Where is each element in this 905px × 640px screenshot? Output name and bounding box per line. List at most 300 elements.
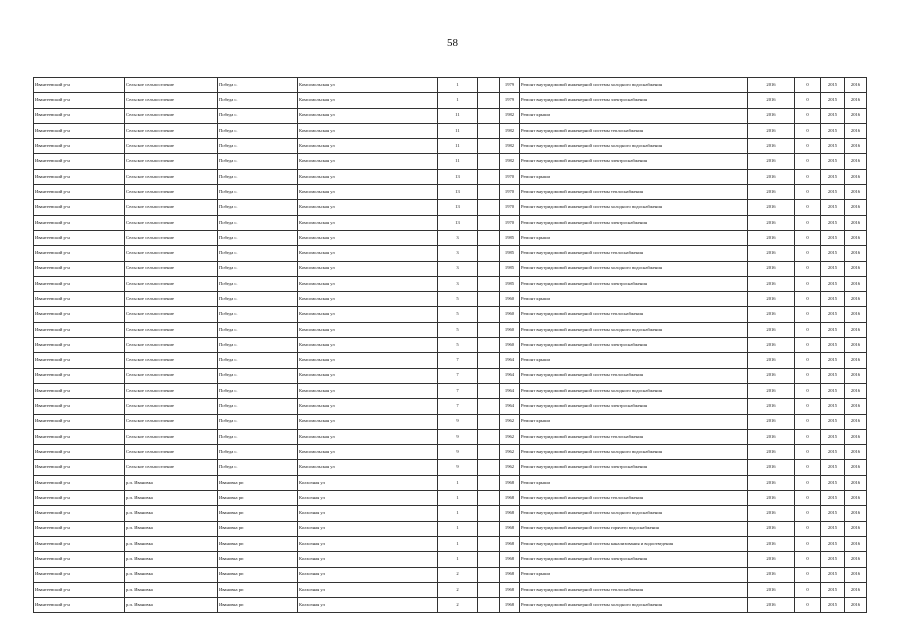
cell-end-year: 2016 <box>845 429 867 444</box>
cell-plan-year: 2016 <box>748 169 795 184</box>
cell-housing <box>478 460 500 475</box>
table-row <box>34 78 867 93</box>
cell-work: Ремонт внутридомовой инженерной системы канализования и водоотведения <box>520 536 748 551</box>
cell-work: Ремонт крыши <box>520 169 748 184</box>
cell-street: Комсомольская ул <box>298 246 438 261</box>
cell-apartments: 0 <box>795 460 821 475</box>
table-row <box>34 536 867 551</box>
cell-settlement: Победа с. <box>218 185 298 200</box>
cell-apartments: 0 <box>795 307 821 322</box>
cell-house: 3 <box>438 261 478 276</box>
cell-end-year: 2016 <box>845 292 867 307</box>
table-row <box>34 307 867 322</box>
cell-settlement-type: Сельское сельпоселение <box>125 123 218 138</box>
cell-end-year: 2016 <box>845 338 867 353</box>
cell-housing <box>478 536 500 551</box>
cell-street: Комсомольская ул <box>298 185 438 200</box>
cell-house: 9 <box>438 460 478 475</box>
cell-housing <box>478 185 500 200</box>
cell-district: Ивантеевский р-н <box>34 78 125 93</box>
cell-end-year: 2016 <box>845 246 867 261</box>
cell-district: Ивантеевский р-н <box>34 200 125 215</box>
cell-apartments: 0 <box>795 414 821 429</box>
cell-street: Комсомольская ул <box>298 383 438 398</box>
page-number: 58 <box>447 37 458 49</box>
table-row <box>34 93 867 108</box>
cell-housing <box>478 261 500 276</box>
cell-end-year: 2016 <box>845 475 867 490</box>
table-row <box>34 353 867 368</box>
table-row <box>34 460 867 475</box>
cell-settlement: Победа с. <box>218 261 298 276</box>
cell-settlement: Победа с. <box>218 276 298 291</box>
cell-plan-year: 2016 <box>748 582 795 597</box>
cell-start-year: 2015 <box>821 353 845 368</box>
cell-housing <box>478 215 500 230</box>
cell-house: 1 <box>438 93 478 108</box>
cell-end-year: 2016 <box>845 261 867 276</box>
cell-start-year: 2015 <box>821 429 845 444</box>
cell-start-year: 2015 <box>821 582 845 597</box>
cell-start-year: 2015 <box>821 78 845 93</box>
cell-start-year: 2015 <box>821 506 845 521</box>
cell-house: 7 <box>438 353 478 368</box>
cell-apartments: 0 <box>795 215 821 230</box>
cell-start-year: 2015 <box>821 414 845 429</box>
table-row <box>34 154 867 169</box>
cell-housing <box>478 429 500 444</box>
cell-district: Ивантеевский р-н <box>34 123 125 138</box>
cell-housing <box>478 276 500 291</box>
cell-end-year: 2016 <box>845 491 867 506</box>
cell-settlement-type: Сельское сельпоселение <box>125 338 218 353</box>
cell-settlement: Победа с. <box>218 460 298 475</box>
cell-street: Колхозная ул <box>298 552 438 567</box>
cell-end-year: 2016 <box>845 139 867 154</box>
cell-year: 1979 <box>500 78 520 93</box>
cell-settlement: Победа с. <box>218 399 298 414</box>
cell-end-year: 2016 <box>845 399 867 414</box>
cell-street: Комсомольская ул <box>298 399 438 414</box>
cell-street: Комсомольская ул <box>298 292 438 307</box>
cell-house: 1 <box>438 536 478 551</box>
cell-housing <box>478 307 500 322</box>
cell-settlement-type: Сельское сельпоселение <box>125 78 218 93</box>
cell-housing <box>478 200 500 215</box>
cell-district: Ивантеевский р-н <box>34 230 125 245</box>
cell-work: Ремонт крыши <box>520 230 748 245</box>
cell-apartments: 0 <box>795 276 821 291</box>
cell-settlement-type: р.п. Ивановка <box>125 552 218 567</box>
cell-district: Ивантеевский р-н <box>34 215 125 230</box>
cell-start-year: 2015 <box>821 154 845 169</box>
table-row <box>34 429 867 444</box>
cell-plan-year: 2016 <box>748 445 795 460</box>
cell-apartments: 0 <box>795 445 821 460</box>
cell-year: 1968 <box>500 536 520 551</box>
cell-apartments: 0 <box>795 78 821 93</box>
cell-start-year: 2015 <box>821 338 845 353</box>
cell-year: 1968 <box>500 552 520 567</box>
cell-start-year: 2015 <box>821 567 845 582</box>
cell-end-year: 2016 <box>845 536 867 551</box>
cell-work: Ремонт внутридомовой инженерной системы электроснабжения <box>520 460 748 475</box>
cell-housing <box>478 598 500 613</box>
cell-district: Ивантеевский р-н <box>34 429 125 444</box>
cell-settlement: Победа с. <box>218 169 298 184</box>
cell-work: Ремонт внутридомовой инженерной системы теплоснабжения <box>520 491 748 506</box>
cell-settlement: Победа с. <box>218 429 298 444</box>
cell-start-year: 2015 <box>821 185 845 200</box>
cell-settlement-type: р.п. Ивановка <box>125 582 218 597</box>
cell-start-year: 2015 <box>821 230 845 245</box>
cell-start-year: 2015 <box>821 123 845 138</box>
cell-start-year: 2015 <box>821 108 845 123</box>
cell-work: Ремонт внутридомовой инженерной системы электроснабжения <box>520 399 748 414</box>
cell-work: Ремонт внутридомовой инженерной системы электроснабжения <box>520 154 748 169</box>
cell-apartments: 0 <box>795 567 821 582</box>
cell-settlement-type: Сельское сельпоселение <box>125 276 218 291</box>
cell-year: 1968 <box>500 475 520 490</box>
cell-year: 1964 <box>500 353 520 368</box>
cell-year: 1962 <box>500 429 520 444</box>
cell-start-year: 2015 <box>821 322 845 337</box>
cell-housing <box>478 521 500 536</box>
cell-plan-year: 2016 <box>748 307 795 322</box>
cell-settlement-type: Сельское сельпоселение <box>125 169 218 184</box>
cell-end-year: 2016 <box>845 368 867 383</box>
cell-district: Ивантеевский р-н <box>34 93 125 108</box>
cell-district: Ивантеевский р-н <box>34 139 125 154</box>
cell-start-year: 2015 <box>821 552 845 567</box>
cell-settlement: Победа с. <box>218 230 298 245</box>
cell-end-year: 2016 <box>845 93 867 108</box>
cell-plan-year: 2016 <box>748 322 795 337</box>
cell-work: Ремонт внутридомовой инженерной системы электроснабжения <box>520 93 748 108</box>
cell-plan-year: 2016 <box>748 598 795 613</box>
cell-settlement: Победа с. <box>218 93 298 108</box>
cell-start-year: 2015 <box>821 200 845 215</box>
cell-end-year: 2016 <box>845 460 867 475</box>
cell-work: Ремонт внутридомовой инженерной системы холодного водоснабжения <box>520 139 748 154</box>
cell-year: 1960 <box>500 338 520 353</box>
cell-end-year: 2016 <box>845 383 867 398</box>
cell-settlement-type: Сельское сельпоселение <box>125 399 218 414</box>
table-row <box>34 169 867 184</box>
cell-street: Колхозная ул <box>298 475 438 490</box>
cell-district: Ивантеевский р-н <box>34 292 125 307</box>
cell-end-year: 2016 <box>845 414 867 429</box>
cell-settlement: Победа с. <box>218 139 298 154</box>
cell-street: Колхозная ул <box>298 598 438 613</box>
cell-housing <box>478 414 500 429</box>
cell-street: Комсомольская ул <box>298 338 438 353</box>
cell-year: 1979 <box>500 93 520 108</box>
cell-end-year: 2016 <box>845 598 867 613</box>
cell-street: Комсомольская ул <box>298 429 438 444</box>
cell-apartments: 0 <box>795 536 821 551</box>
cell-apartments: 0 <box>795 169 821 184</box>
cell-work: Ремонт внутридомовой инженерной системы холодного водоснабжения <box>520 261 748 276</box>
cell-year: 1970 <box>500 200 520 215</box>
cell-end-year: 2016 <box>845 552 867 567</box>
cell-settlement: Победа с. <box>218 322 298 337</box>
cell-settlement-type: Сельское сельпоселение <box>125 383 218 398</box>
table-row <box>34 338 867 353</box>
cell-work: Ремонт внутридомовой инженерной системы горячего водоснабжения <box>520 521 748 536</box>
cell-work: Ремонт внутридомовой инженерной системы теплоснабжения <box>520 185 748 200</box>
cell-end-year: 2016 <box>845 276 867 291</box>
table-row <box>34 383 867 398</box>
cell-end-year: 2016 <box>845 108 867 123</box>
table-row <box>34 521 867 536</box>
cell-district: Ивантеевский р-н <box>34 582 125 597</box>
cell-settlement: Ивановка рп <box>218 536 298 551</box>
cell-plan-year: 2016 <box>748 185 795 200</box>
cell-settlement: Ивановка рп <box>218 582 298 597</box>
cell-settlement: Победа с. <box>218 78 298 93</box>
cell-street: Комсомольская ул <box>298 307 438 322</box>
cell-house: 13 <box>438 215 478 230</box>
cell-start-year: 2015 <box>821 536 845 551</box>
cell-plan-year: 2016 <box>748 93 795 108</box>
cell-year: 1962 <box>500 460 520 475</box>
cell-end-year: 2016 <box>845 169 867 184</box>
cell-end-year: 2016 <box>845 230 867 245</box>
cell-plan-year: 2016 <box>748 338 795 353</box>
cell-house: 1 <box>438 475 478 490</box>
cell-plan-year: 2016 <box>748 200 795 215</box>
cell-end-year: 2016 <box>845 567 867 582</box>
repair-schedule-table <box>33 77 867 613</box>
cell-end-year: 2016 <box>845 215 867 230</box>
cell-plan-year: 2016 <box>748 506 795 521</box>
cell-end-year: 2016 <box>845 78 867 93</box>
cell-settlement-type: р.п. Ивановка <box>125 506 218 521</box>
cell-settlement-type: Сельское сельпоселение <box>125 368 218 383</box>
cell-district: Ивантеевский р-н <box>34 169 125 184</box>
cell-street: Комсомольская ул <box>298 368 438 383</box>
cell-year: 1970 <box>500 215 520 230</box>
cell-apartments: 0 <box>795 230 821 245</box>
cell-house: 13 <box>438 200 478 215</box>
cell-start-year: 2015 <box>821 261 845 276</box>
cell-start-year: 2015 <box>821 307 845 322</box>
cell-year: 1968 <box>500 506 520 521</box>
cell-start-year: 2015 <box>821 445 845 460</box>
cell-housing <box>478 246 500 261</box>
cell-house: 7 <box>438 383 478 398</box>
cell-start-year: 2015 <box>821 246 845 261</box>
cell-district: Ивантеевский р-н <box>34 383 125 398</box>
cell-house: 3 <box>438 246 478 261</box>
cell-district: Ивантеевский р-н <box>34 567 125 582</box>
cell-settlement-type: Сельское сельпоселение <box>125 414 218 429</box>
cell-street: Колхозная ул <box>298 491 438 506</box>
cell-district: Ивантеевский р-н <box>34 246 125 261</box>
cell-start-year: 2015 <box>821 598 845 613</box>
cell-plan-year: 2016 <box>748 429 795 444</box>
cell-settlement-type: Сельское сельпоселение <box>125 154 218 169</box>
cell-district: Ивантеевский р-н <box>34 185 125 200</box>
cell-settlement-type: р.п. Ивановка <box>125 521 218 536</box>
cell-house: 1 <box>438 491 478 506</box>
cell-plan-year: 2016 <box>748 246 795 261</box>
cell-year: 1968 <box>500 598 520 613</box>
cell-apartments: 0 <box>795 292 821 307</box>
table-row <box>34 276 867 291</box>
cell-plan-year: 2016 <box>748 353 795 368</box>
cell-apartments: 0 <box>795 154 821 169</box>
cell-settlement: Победа с. <box>218 215 298 230</box>
cell-work: Ремонт внутридомовой инженерной системы холодного водоснабжения <box>520 200 748 215</box>
cell-street: Комсомольская ул <box>298 78 438 93</box>
cell-housing <box>478 123 500 138</box>
cell-end-year: 2016 <box>845 582 867 597</box>
cell-house: 13 <box>438 185 478 200</box>
cell-housing <box>478 582 500 597</box>
cell-work: Ремонт внутридомовой инженерной системы теплоснабжения <box>520 368 748 383</box>
cell-start-year: 2015 <box>821 399 845 414</box>
cell-settlement: Победа с. <box>218 368 298 383</box>
table-row <box>34 491 867 506</box>
cell-street: Комсомольская ул <box>298 200 438 215</box>
cell-work: Ремонт внутридомовой инженерной системы холодного водоснабжения <box>520 322 748 337</box>
cell-plan-year: 2016 <box>748 475 795 490</box>
cell-apartments: 0 <box>795 368 821 383</box>
cell-housing <box>478 383 500 398</box>
cell-plan-year: 2016 <box>748 414 795 429</box>
cell-settlement: Ивановка рп <box>218 552 298 567</box>
table-row <box>34 475 867 490</box>
cell-settlement: Победа с. <box>218 307 298 322</box>
cell-plan-year: 2016 <box>748 491 795 506</box>
cell-year: 1982 <box>500 123 520 138</box>
cell-plan-year: 2016 <box>748 552 795 567</box>
cell-start-year: 2015 <box>821 521 845 536</box>
cell-house: 7 <box>438 368 478 383</box>
cell-plan-year: 2016 <box>748 215 795 230</box>
cell-district: Ивантеевский р-н <box>34 154 125 169</box>
cell-apartments: 0 <box>795 185 821 200</box>
cell-housing <box>478 399 500 414</box>
cell-settlement: Победа с. <box>218 353 298 368</box>
cell-settlement-type: Сельское сельпоселение <box>125 230 218 245</box>
cell-street: Комсомольская ул <box>298 154 438 169</box>
cell-house: 3 <box>438 276 478 291</box>
cell-apartments: 0 <box>795 322 821 337</box>
table-row <box>34 230 867 245</box>
cell-district: Ивантеевский р-н <box>34 276 125 291</box>
cell-settlement-type: р.п. Ивановка <box>125 598 218 613</box>
cell-housing <box>478 93 500 108</box>
table-row <box>34 399 867 414</box>
cell-district: Ивантеевский р-н <box>34 353 125 368</box>
cell-settlement: Победа с. <box>218 246 298 261</box>
cell-year: 1985 <box>500 246 520 261</box>
cell-year: 1982 <box>500 154 520 169</box>
cell-street: Комсомольская ул <box>298 169 438 184</box>
cell-work: Ремонт крыши <box>520 414 748 429</box>
cell-house: 2 <box>438 582 478 597</box>
cell-street: Комсомольская ул <box>298 230 438 245</box>
cell-year: 1985 <box>500 261 520 276</box>
cell-housing <box>478 338 500 353</box>
cell-plan-year: 2016 <box>748 383 795 398</box>
cell-house: 1 <box>438 552 478 567</box>
cell-district: Ивантеевский р-н <box>34 322 125 337</box>
cell-district: Ивантеевский р-н <box>34 399 125 414</box>
table-row <box>34 139 867 154</box>
cell-house: 13 <box>438 169 478 184</box>
cell-housing <box>478 292 500 307</box>
cell-settlement-type: Сельское сельпоселение <box>125 460 218 475</box>
cell-settlement: Ивановка рп <box>218 491 298 506</box>
cell-apartments: 0 <box>795 338 821 353</box>
cell-work: Ремонт крыши <box>520 475 748 490</box>
cell-district: Ивантеевский р-н <box>34 491 125 506</box>
table-row <box>34 261 867 276</box>
cell-plan-year: 2016 <box>748 276 795 291</box>
cell-settlement: Победа с. <box>218 292 298 307</box>
cell-settlement-type: р.п. Ивановка <box>125 491 218 506</box>
cell-district: Ивантеевский р-н <box>34 414 125 429</box>
cell-work: Ремонт внутридомовой инженерной системы электроснабжения <box>520 552 748 567</box>
cell-settlement: Ивановка рп <box>218 506 298 521</box>
cell-work: Ремонт крыши <box>520 108 748 123</box>
cell-settlement: Ивановка рп <box>218 521 298 536</box>
cell-work: Ремонт внутридомовой инженерной системы холодного водоснабжения <box>520 598 748 613</box>
cell-plan-year: 2016 <box>748 261 795 276</box>
cell-settlement: Победа с. <box>218 200 298 215</box>
cell-settlement: Победа с. <box>218 108 298 123</box>
cell-start-year: 2015 <box>821 368 845 383</box>
table-row <box>34 552 867 567</box>
cell-year: 1962 <box>500 445 520 460</box>
cell-settlement-type: Сельское сельпоселение <box>125 215 218 230</box>
cell-start-year: 2015 <box>821 139 845 154</box>
cell-settlement-type: Сельское сельпоселение <box>125 322 218 337</box>
table-row <box>34 246 867 261</box>
cell-year: 1985 <box>500 276 520 291</box>
cell-district: Ивантеевский р-н <box>34 460 125 475</box>
table-row <box>34 445 867 460</box>
cell-start-year: 2015 <box>821 491 845 506</box>
cell-settlement-type: р.п. Ивановка <box>125 536 218 551</box>
cell-street: Колхозная ул <box>298 521 438 536</box>
cell-apartments: 0 <box>795 475 821 490</box>
cell-work: Ремонт крыши <box>520 353 748 368</box>
cell-district: Ивантеевский р-н <box>34 368 125 383</box>
cell-housing <box>478 154 500 169</box>
cell-street: Колхозная ул <box>298 567 438 582</box>
cell-house: 11 <box>438 123 478 138</box>
cell-apartments: 0 <box>795 521 821 536</box>
cell-settlement-type: Сельское сельпоселение <box>125 307 218 322</box>
cell-apartments: 0 <box>795 582 821 597</box>
cell-work: Ремонт внутридомовой инженерной системы электроснабжения <box>520 215 748 230</box>
cell-street: Колхозная ул <box>298 582 438 597</box>
cell-district: Ивантеевский р-н <box>34 338 125 353</box>
cell-settlement-type: Сельское сельпоселение <box>125 261 218 276</box>
cell-plan-year: 2016 <box>748 460 795 475</box>
cell-house: 7 <box>438 399 478 414</box>
cell-settlement-type: Сельское сельпоселение <box>125 139 218 154</box>
cell-year: 1962 <box>500 414 520 429</box>
cell-year: 1964 <box>500 368 520 383</box>
cell-apartments: 0 <box>795 598 821 613</box>
cell-settlement: Ивановка рп <box>218 567 298 582</box>
